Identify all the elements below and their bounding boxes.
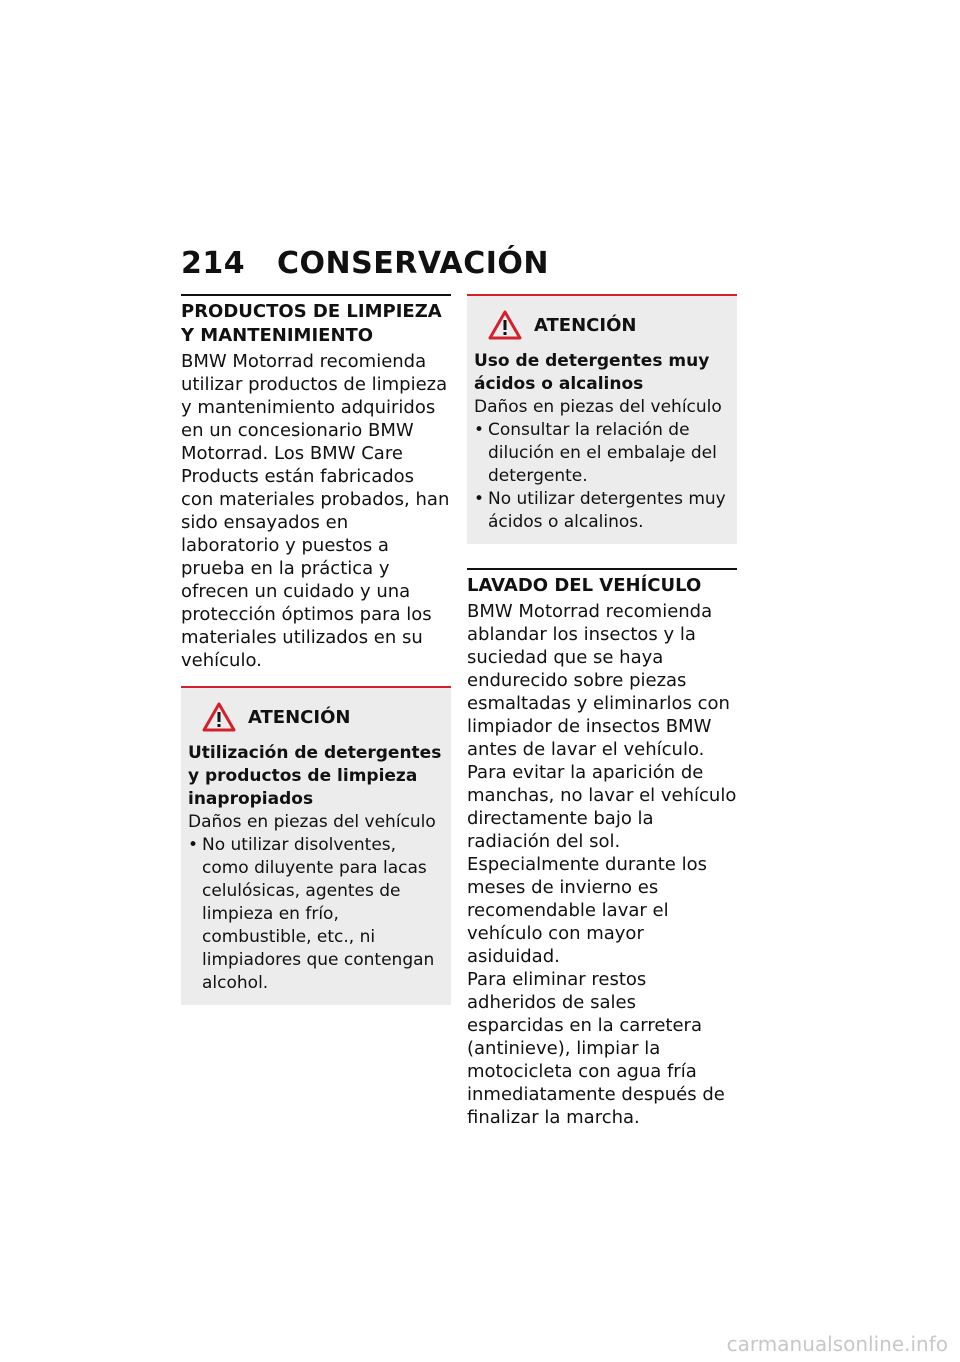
warning-title: Utilización de detergentes y productos de limpieza inapropiados [188,743,442,809]
list-item: • No utilizar disolventes, como diluyente para lacas celulósicas, agentes de limpieza en frío, combustible, etc., ni limpiadores que contengan alcohol. [188,834,443,995]
warning-bullets [188,834,443,995]
warning-header [188,702,443,732]
warning-header [474,310,729,340]
warning-box [467,294,737,544]
watermark: carmanualsonline.info [726,1332,948,1356]
warning-effect: Daños en piezas del vehículo [188,812,436,832]
warning-triangle-icon [202,702,236,732]
right-column [467,294,737,1129]
warning-label: ATENCIÓN [534,314,637,336]
body-paragraph: Para evitar la aparición de manchas, no lavar el vehículo directamente bajo la radiación del sol. [467,762,737,852]
list-item: • Consultar la relación de dilución en el embalaje del detergente. [474,419,729,488]
chapter-title: CONSERVACIÓN [277,246,550,281]
warning-bullets [474,419,729,534]
list-item: • No utilizar detergentes muy ácidos o alcalinos. [474,488,729,534]
section-title-cleaning-products: PRODUCTOS DE LIMPIEZA Y MANTENIMIENTO [181,294,451,348]
page-number: 214 [181,246,246,281]
left-column [181,294,451,1005]
warning-effect: Daños en piezas del vehículo [474,397,722,417]
washing-section [467,568,737,1129]
body-paragraph: Especialmente durante los meses de invierno es recomendable lavar el vehículo con mayor asiduidad. [467,854,707,967]
body-paragraph: Para eliminar restos adheridos de sales esparcidas en la carretera (antinieve), limpiar la motocicleta con agua fría inmediatamente después de finalizar la marcha. [467,969,725,1128]
warning-label: ATENCIÓN [248,706,351,728]
warning-box [181,686,451,1005]
section-title-washing: LAVADO DEL VEHÍCULO [467,568,737,598]
warning-triangle-icon [488,310,522,340]
body-paragraph: BMW Motorrad recomienda utilizar productos de limpieza y mantenimiento adquiridos en un concesionario BMW Motorrad. Los BMW Care Products están fabricados con materiales probados, han sido ensayados en laboratorio y puestos a prueba en la práctica y ofrecen un cuidado y una protección óptimos para los materiales utilizados en su vehículo. [181,351,450,671]
page-header [181,246,741,281]
body-paragraph: BMW Motorrad recomienda ablandar los insectos y la suciedad que se haya endurecido sobre piezas esmaltadas y eliminarlos con limpiador de insectos BMW antes de lavar el vehículo. [467,601,730,760]
warning-title: Uso de detergentes muy ácidos o alcalinos [474,351,710,394]
